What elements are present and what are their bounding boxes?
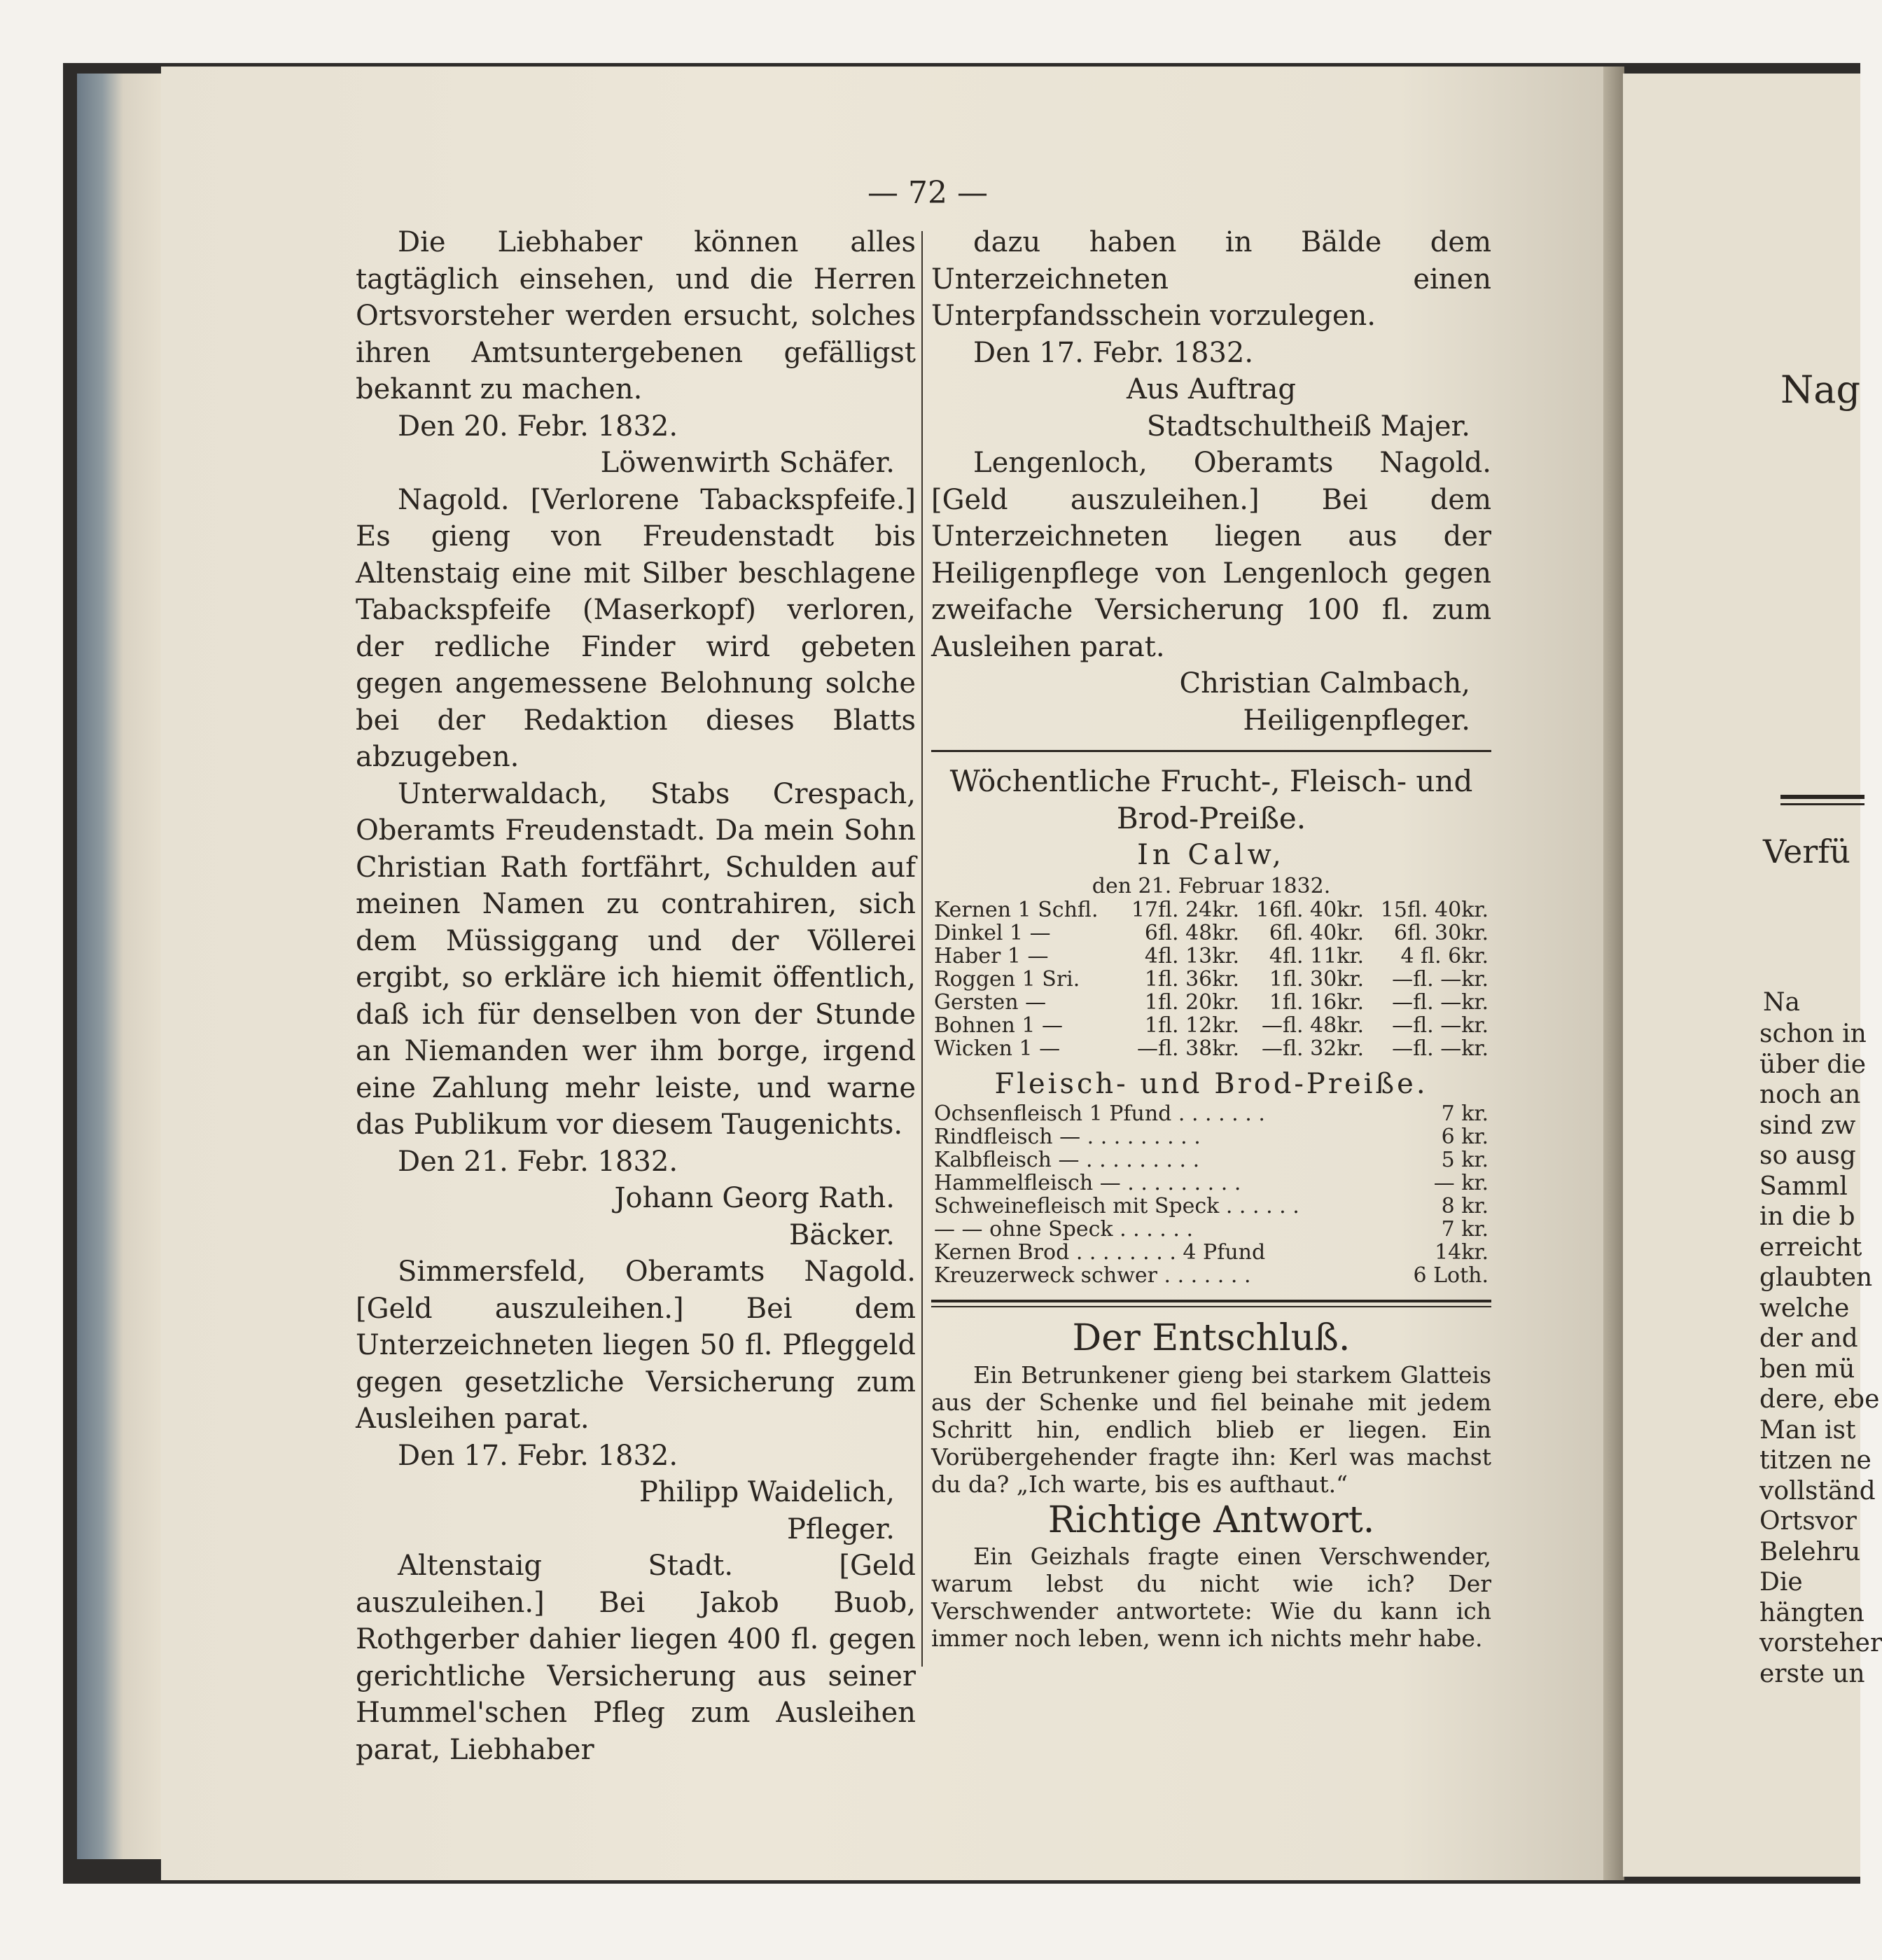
grain-price-cell: 1fl. 20kr. — [1144, 989, 1240, 1015]
item-price-cell: 5 kr. — [1441, 1148, 1489, 1172]
meat-price-row — [931, 1125, 1491, 1148]
grain-price-row — [931, 945, 1491, 968]
grain-price-row — [931, 922, 1491, 945]
grain-price-row — [931, 1014, 1491, 1037]
item-price-cell: 6 kr. — [1441, 1125, 1489, 1149]
right-page-text-fragment: Die — [1759, 1568, 1803, 1597]
left-signature: Pfleger. — [787, 1513, 895, 1545]
left-paragraph: Altenstaig Stadt. [Geld auszuleihen.] Bei Jakob Buob, Rothgerber dahier liegen 400 fl. gegen gerichtliche Versicherung aus seiner Hummel'schen Pfleg zum Ausleihen parat, Liebhaber — [356, 1550, 916, 1766]
meat-price-row — [931, 1102, 1491, 1125]
grain-prices-table — [931, 898, 1491, 1060]
right-page-text-fragment: glaubten — [1759, 1263, 1873, 1292]
right-page-text-fragment: vorsteher — [1759, 1629, 1882, 1657]
grain-price-cell: 1fl. 12kr. — [1144, 1013, 1240, 1038]
right-page-text-fragment: schon in — [1759, 1020, 1867, 1048]
left-signature: Bäcker. — [789, 1218, 895, 1251]
grain-price-cell: 6fl. 40kr. — [1269, 920, 1364, 945]
right-page-text-fragment: Ortsvor — [1759, 1507, 1857, 1536]
right-page-text-fragment: erste un — [1759, 1659, 1865, 1688]
item-name-cell: — — ohne Speck . . . . . . — [934, 1217, 1193, 1242]
grain-price-row — [931, 991, 1491, 1014]
meat-price-row — [931, 1172, 1491, 1195]
meat-price-row — [931, 1264, 1491, 1287]
middle-signature: Christian Calmbach, — [1179, 667, 1470, 700]
item-name-cell: Kreuzerweck schwer . . . . . . . — [934, 1263, 1251, 1288]
left-paragraph: Den 17. Febr. 1832. — [398, 1439, 678, 1472]
grain-name-cell: Roggen 1 Sri. — [934, 966, 1080, 992]
grain-name-cell: Haber 1 — — [934, 943, 1049, 968]
item-name-cell: Rindfleisch — . . . . . . . . . — [934, 1125, 1201, 1149]
left-signature: Löwenwirth Schäfer. — [600, 447, 895, 479]
story-text-entschluss: Ein Betrunkener gieng bei starkem Glatteis aus der Schenke und fiel beinahe mit jedem Schritt hin, endlich blieb er liegen. Ein Vorübergehender fragte ihn: Kerl was machst du da? „Ich warte, bis es aufthaut.“ — [931, 1361, 1491, 1498]
right-page-text-fragment: Nag — [1780, 368, 1861, 412]
book-spine — [77, 74, 161, 1859]
middle-paragraph: Den 17. Febr. 1832. — [973, 336, 1254, 369]
prices-place: In Calw, — [1137, 839, 1285, 871]
double-rule — [931, 1300, 1491, 1307]
grain-price-cell: 16fl. 40kr. — [1255, 897, 1364, 922]
left-paragraph: Den 20. Febr. 1832. — [398, 410, 678, 443]
grain-price-cell: 1fl. 16kr. — [1269, 989, 1364, 1015]
meat-price-row — [931, 1218, 1491, 1241]
item-name-cell: Ochsenfleisch 1 Pfund . . . . . . . — [934, 1101, 1265, 1126]
right-page-text-fragment: welche — [1759, 1293, 1850, 1323]
grain-price-cell: —fl. —kr. — [1392, 966, 1489, 992]
right-page-text-fragment: so ausg — [1759, 1141, 1856, 1170]
meat-bread-prices-table — [931, 1102, 1491, 1287]
item-price-cell: 7 kr. — [1441, 1101, 1489, 1126]
middle-column — [931, 224, 1491, 1652]
grain-price-cell: 1fl. 36kr. — [1144, 966, 1240, 992]
item-name-cell: Schweinefleisch mit Speck . . . . . . — [934, 1194, 1299, 1218]
middle-paragraph: dazu haben in Bälde dem Unterzeichneten einen Unterpfandsschein vorzulegen. — [931, 226, 1491, 332]
grain-price-cell: —fl. —kr. — [1392, 1013, 1489, 1038]
right-page-text-fragment: der and — [1759, 1324, 1858, 1353]
right-page-text-fragment: sind zw — [1759, 1111, 1856, 1140]
right-page-text-fragment: erreicht — [1759, 1232, 1862, 1262]
meat-price-row — [931, 1195, 1491, 1218]
right-page-text-fragment: über die — [1759, 1050, 1867, 1079]
grain-price-cell: 6fl. 48kr. — [1144, 920, 1240, 945]
story-title-antwort: Richtige Antwort. — [1047, 1499, 1375, 1541]
prices-title: Wöchentliche Frucht-, Fleisch- und Brod-Preiße. — [949, 764, 1473, 835]
right-page-rule — [1780, 795, 1864, 805]
left-paragraph: Den 21. Febr. 1832. — [398, 1145, 678, 1178]
grain-name-cell: Bohnen 1 — — [934, 1013, 1063, 1038]
grain-name-cell: Kernen 1 Schfl. — [934, 897, 1099, 922]
meat-price-row — [931, 1241, 1491, 1264]
grain-name-cell: Dinkel 1 — — [934, 920, 1051, 945]
column-divider — [921, 231, 923, 1667]
grain-price-cell: 15fl. 40kr. — [1380, 897, 1489, 922]
right-page — [1623, 74, 1882, 1877]
grain-price-cell: —fl. 38kr. — [1137, 1036, 1240, 1061]
middle-signature: Heiligenpfleger. — [1243, 704, 1470, 737]
grain-price-cell: —fl. 32kr. — [1261, 1036, 1364, 1061]
left-column — [356, 224, 916, 1768]
right-page-text-fragment: Man ist — [1759, 1415, 1856, 1445]
meat-prices-title: Fleisch- und Brod-Preiße. — [994, 1067, 1428, 1100]
right-page-text-fragment: Verfü — [1763, 833, 1850, 870]
grain-name-cell: Wicken 1 — — [934, 1036, 1061, 1061]
right-page-text-fragment: hängten — [1759, 1598, 1864, 1627]
right-page-text-fragment: Belehru — [1759, 1537, 1861, 1566]
grain-price-cell: —fl. 48kr. — [1261, 1013, 1364, 1038]
grain-price-cell: 4fl. 11kr. — [1269, 943, 1364, 968]
prices-date: den 21. Februar 1832. — [1092, 873, 1331, 898]
right-page-text-fragment: dere, ebe — [1759, 1385, 1880, 1414]
middle-paragraph: Lengenloch, Oberamts Nagold. [Geld auszuleihen.] Bei dem Unterzeichneten liegen aus der Heiligenpflege von Lengenloch gegen zweifache Versicherung 100 fl. zum Ausleihen parat. — [931, 447, 1491, 663]
story-text-antwort: Ein Geizhals fragte einen Verschwender, warum lebst du nicht wie ich? Der Verschwender antwortete: Wie du kann ich immer noch leben, wenn ich nichts mehr habe. — [931, 1543, 1491, 1652]
right-page-text-fragment: Samml — [1759, 1172, 1848, 1201]
item-price-cell: 14kr. — [1435, 1240, 1489, 1265]
grain-price-cell: 4 fl. 6kr. — [1400, 943, 1489, 968]
middle-paragraph: Aus Auftrag — [1127, 373, 1296, 405]
left-signature: Philipp Waidelich, — [639, 1476, 895, 1508]
section-rule — [931, 750, 1491, 752]
page-gutter — [1603, 67, 1624, 1880]
item-name-cell: Kernen Brod . . . . . . . . 4 Pfund — [934, 1240, 1266, 1265]
grain-name-cell: Gersten — — [934, 989, 1047, 1015]
grain-price-cell: 4fl. 13kr. — [1144, 943, 1240, 968]
right-page-text-fragment: noch an — [1759, 1080, 1861, 1109]
grain-price-cell: 17fl. 24kr. — [1131, 897, 1240, 922]
item-price-cell: 6 Loth. — [1413, 1263, 1489, 1288]
grain-price-cell: —fl. —kr. — [1392, 989, 1489, 1015]
middle-column-notices — [931, 224, 1491, 739]
grain-price-row — [931, 898, 1491, 922]
page-number: — 72 — — [867, 175, 988, 211]
right-page-text-fragment: vollständ — [1759, 1476, 1876, 1506]
left-paragraph: Nagold. [Verlorene Tabackspfeife.] Es gieng von Freudenstadt bis Altenstaig eine mit Silber beschlagene Tabackspfeife (Maserkopf) verloren, der redliche Finder wird gebeten gegen angemessene Belohnung solche bei der Redaktion dieses Blatts abzugeben. — [356, 483, 916, 773]
middle-signature: Stadtschultheiß Majer. — [1146, 410, 1470, 443]
grain-price-row — [931, 968, 1491, 991]
story-title-entschluss: Der Entschluß. — [1072, 1317, 1351, 1359]
grain-price-row — [931, 1037, 1491, 1060]
grain-price-cell: 6fl. 30kr. — [1393, 920, 1489, 945]
left-paragraph: Simmersfeld, Oberamts Nagold. [Geld auszuleihen.] Bei dem Unterzeichneten liegen 50 fl. Pfleggeld gegen gesetzliche Versicherung zum Ausleihen parat. — [356, 1256, 916, 1435]
grain-price-cell: —fl. —kr. — [1392, 1036, 1489, 1061]
meat-price-row — [931, 1148, 1491, 1172]
right-page-text-fragment: ben mü — [1759, 1354, 1855, 1384]
grain-price-cell: 1fl. 30kr. — [1269, 966, 1364, 992]
item-price-cell: 8 kr. — [1441, 1194, 1489, 1218]
right-page-text-fragment: Na — [1763, 988, 1800, 1017]
left-paragraph: Die Liebhaber können alles tagtäglich einsehen, und die Herren Ortsvorsteher werden ersucht, solches ihren Amtsuntergebenen gefälligst bekannt zu machen. — [356, 226, 916, 405]
right-page-text-fragment: in die b — [1759, 1202, 1855, 1231]
item-price-cell: — kr. — [1433, 1171, 1489, 1195]
left-paragraph: Unterwaldach, Stabs Crespach, Oberamts Freudenstadt. Da mein Sohn Christian Rath fortfährt, Schulden auf meinen Namen zu contrahiren, sich dem Müssiggang und der Völlerei ergibt, so erkläre ich hiemit öffentlich, daß ich für denselben von der Stunde an Niemanden wer ihm borge, irgend eine Zahlung mehr leiste, und warne das Publikum vor diesem Taugenichts. — [356, 777, 916, 1141]
item-name-cell: Hammelfleisch — . . . . . . . . . — [934, 1171, 1241, 1195]
right-page-text-fragment: titzen ne — [1759, 1446, 1871, 1475]
left-signature: Johann Georg Rath. — [614, 1182, 895, 1214]
item-price-cell: 7 kr. — [1441, 1217, 1489, 1242]
item-name-cell: Kalbfleisch — . . . . . . . . . — [934, 1148, 1200, 1172]
